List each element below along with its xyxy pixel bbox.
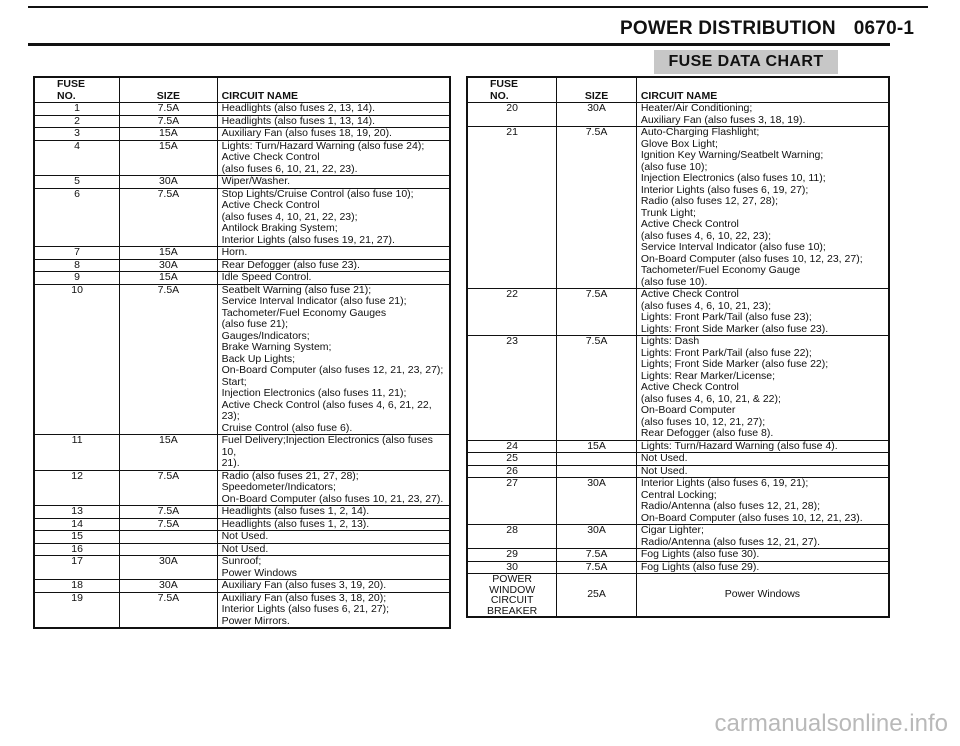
fuse-size [120, 543, 217, 556]
fuse-row [34, 543, 450, 556]
circuit-name: Not Used. [217, 531, 450, 544]
fuse-number: 22 [467, 289, 557, 336]
circuit-name: Fuel Delivery;Injection Electronics (also fuses 10, 21). [217, 435, 450, 471]
column-header-size-right: SIZE [557, 77, 637, 103]
fuse-size: 7.5A [557, 289, 637, 336]
fuse-row [34, 470, 450, 506]
circuit-name: Headlights (also fuses 2, 13, 14). [217, 103, 450, 116]
circuit-name: Radio (also fuses 21, 27, 28); Speedometer/Indicators; On-Board Computer (also fuses 10, 21, 23, 27). [217, 470, 450, 506]
header-rule [28, 43, 890, 46]
fuse-size: 7.5A [120, 284, 217, 435]
column-header-fuse-no-right: FUSE NO. [467, 77, 557, 103]
circuit-name: Not Used. [217, 543, 450, 556]
header-code: 0670-1 [853, 18, 915, 39]
circuit-name: Heater/Air Conditioning; Auxiliary Fan (also fuses 3, 18, 19). [636, 103, 889, 127]
right-rows [467, 103, 889, 574]
circuit-breaker-circuit: Power Windows [636, 574, 889, 618]
left-rows [34, 103, 450, 629]
circuit-name: Not Used. [636, 465, 889, 478]
page-header [620, 18, 914, 40]
circuit-name: Cigar Lighter; Radio/Antenna (also fuses 12, 21, 27). [636, 525, 889, 549]
circuit-name: Lights: Turn/Hazard Warning (also fuse 4). [636, 440, 889, 453]
fuse-number: 9 [34, 272, 120, 285]
fuse-number: 6 [34, 188, 120, 247]
circuit-name: Headlights (also fuses 1, 2, 13). [217, 518, 450, 531]
circuit-name: Auto-Charging Flashlight; Glove Box Light; Ignition Key Warning/Seatbelt Warning; (also fuse 10); Injection Electronics (also fuses 10, 11); Interior Lights (also fuses 6, 19, 27); Radio (also fuses 12, 27, 28); Trunk Light; Active Check Control (also fuses 4, 6, 10, 22, 23); Service Interval Indicator (also fuse 10); On-Board Computer (also fuses 10, 12, 23, 27); Tachometer/Fuel Economy Gauge (also fuse 10). [636, 127, 889, 289]
fuse-row [34, 103, 450, 116]
fuse-size: 15A [120, 272, 217, 285]
fuse-row [34, 247, 450, 260]
fuse-row [467, 127, 889, 289]
fuse-row [34, 506, 450, 519]
circuit-name: Not Used. [636, 453, 889, 466]
fuse-size: 7.5A [120, 470, 217, 506]
circuit-name: Sunroof; Power Windows [217, 556, 450, 580]
fuse-row [467, 440, 889, 453]
circuit-name: Auxiliary Fan (also fuses 18, 19, 20). [217, 128, 450, 141]
fuse-row [34, 592, 450, 628]
fuse-row [34, 435, 450, 471]
header-title: POWER DISTRIBUTION [620, 18, 836, 39]
fuse-size: 7.5A [120, 592, 217, 628]
fuse-number: 26 [467, 465, 557, 478]
circuit-name: Wiper/Washer. [217, 176, 450, 189]
fuse-number: 8 [34, 259, 120, 272]
fuse-number: 4 [34, 140, 120, 176]
fuse-size: 30A [120, 556, 217, 580]
circuit-name: Idle Speed Control. [217, 272, 450, 285]
fuse-number: 14 [34, 518, 120, 531]
column-header-circuit: CIRCUIT NAME [217, 77, 450, 103]
circuit-name: Rear Defogger (also fuse 23). [217, 259, 450, 272]
circuit-name: Fog Lights (also fuse 30). [636, 549, 889, 562]
fuse-row [467, 525, 889, 549]
fuse-size: 15A [120, 247, 217, 260]
circuit-name: Seatbelt Warning (also fuse 21); Service Interval Indicator (also fuse 21); Tachometer/Fuel Economy Gauges (also fuse 21); Gauges/Indicators; Brake Warning System; Back Up Lights; On-Board Computer (also fuses 12, 21, 23, 27); Start; Injection Electronics (also fuses 11, 21); Active Check Control (also fuses 4, 6, 21, 22, 23); Cruise Control (also fuse 6). [217, 284, 450, 435]
fuse-row [34, 128, 450, 141]
fuse-number: 19 [34, 592, 120, 628]
fuse-size: 7.5A [557, 561, 637, 574]
watermark: carmanualsonline.info [714, 710, 948, 737]
circuit-name: Headlights (also fuses 1, 2, 14). [217, 506, 450, 519]
circuit-name: Headlights (also fuses 1, 13, 14). [217, 115, 450, 128]
fuse-size: 30A [557, 525, 637, 549]
fuse-size: 15A [120, 128, 217, 141]
circuit-name: Stop Lights/Cruise Control (also fuse 10); Active Check Control (also fuses 4, 10, 21, 22, 23); Antilock Braking System; Interior Lights (also fuses 19, 21, 27). [217, 188, 450, 247]
fuse-row [34, 580, 450, 593]
fuse-row [467, 465, 889, 478]
fuse-size: 7.5A [557, 336, 637, 441]
fuse-table-left [33, 76, 451, 629]
circuit-name: Auxiliary Fan (also fuses 3, 19, 20). [217, 580, 450, 593]
column-header-size: SIZE [120, 77, 217, 103]
fuse-size: 15A [120, 435, 217, 471]
fuse-size: 30A [120, 580, 217, 593]
fuse-size: 7.5A [557, 127, 637, 289]
circuit-name: Active Check Control (also fuses 4, 6, 10, 21, 23); Lights: Front Park/Tail (also fuse 23); Lights: Front Side Marker (also fuse 23). [636, 289, 889, 336]
column-header-fuse-no: FUSE NO. [34, 77, 120, 103]
fuse-size: 7.5A [120, 506, 217, 519]
fuse-number: 2 [34, 115, 120, 128]
fuse-row [34, 284, 450, 435]
fuse-number: 1 [34, 103, 120, 116]
fuse-row [467, 478, 889, 525]
fuse-number: 15 [34, 531, 120, 544]
fuse-row [467, 561, 889, 574]
circuit-name: Fog Lights (also fuse 29). [636, 561, 889, 574]
fuse-size: 7.5A [120, 115, 217, 128]
fuse-row [467, 549, 889, 562]
fuse-number: 29 [467, 549, 557, 562]
fuse-number: 18 [34, 580, 120, 593]
fuse-size: 15A [120, 140, 217, 176]
fuse-number: 3 [34, 128, 120, 141]
fuse-number: 17 [34, 556, 120, 580]
fuse-row [467, 336, 889, 441]
fuse-number: 5 [34, 176, 120, 189]
circuit-breaker-label: POWER WINDOW CIRCUIT BREAKER [467, 574, 557, 618]
fuse-row [34, 188, 450, 247]
fuse-row [34, 115, 450, 128]
fuse-row [34, 140, 450, 176]
fuse-size: 7.5A [120, 103, 217, 116]
fuse-number: 16 [34, 543, 120, 556]
circuit-breaker-size: 25A [557, 574, 637, 618]
fuse-row [34, 518, 450, 531]
fuse-size [120, 531, 217, 544]
fuse-size: 30A [120, 259, 217, 272]
fuse-number: 13 [34, 506, 120, 519]
fuse-size: 15A [557, 440, 637, 453]
fuse-number: 21 [467, 127, 557, 289]
circuit-name: Lights: Dash Lights: Front Park/Tail (also fuse 22); Lights; Front Side Marker (also fuse 22); Lights: Rear Marker/License; Active Check Control (also fuses 4, 6, 10, 21, & 22); On-Board Computer (also fuses 10, 12, 21, 27); Rear Defogger (also fuse 8). [636, 336, 889, 441]
circuit-name: Auxiliary Fan (also fuses 3, 18, 20); Interior Lights (also fuses 6, 21, 27); Power Mirrors. [217, 592, 450, 628]
fuse-size [557, 453, 637, 466]
fuse-row [467, 103, 889, 127]
fuse-number: 7 [34, 247, 120, 260]
fuse-number: 25 [467, 453, 557, 466]
fuse-number: 24 [467, 440, 557, 453]
fuse-size: 30A [557, 478, 637, 525]
circuit-breaker-row [467, 574, 889, 618]
circuit-name: Horn. [217, 247, 450, 260]
circuit-name: Lights: Turn/Hazard Warning (also fuse 24); Active Check Control (also fuses 6, 10, 21, 22, 23). [217, 140, 450, 176]
fuse-table-right [466, 76, 890, 618]
fuse-row [34, 531, 450, 544]
fuse-row [34, 556, 450, 580]
top-rule [28, 6, 928, 8]
fuse-number: 27 [467, 478, 557, 525]
fuse-number: 23 [467, 336, 557, 441]
circuit-name: Interior Lights (also fuses 6, 19, 21); Central Locking; Radio/Antenna (also fuses 12, 21, 28); On-Board Computer (also fuses 10, 12, 21, 23). [636, 478, 889, 525]
fuse-number: 20 [467, 103, 557, 127]
fuse-row [34, 176, 450, 189]
fuse-size: 30A [120, 176, 217, 189]
fuse-number: 30 [467, 561, 557, 574]
fuse-number: 11 [34, 435, 120, 471]
fuse-size: 30A [557, 103, 637, 127]
column-header-circuit-right: CIRCUIT NAME [636, 77, 889, 103]
fuse-number: 12 [34, 470, 120, 506]
fuse-number: 10 [34, 284, 120, 435]
fuse-size [557, 465, 637, 478]
fuse-row [34, 272, 450, 285]
fuse-number: 28 [467, 525, 557, 549]
fuse-row [467, 289, 889, 336]
fuse-size: 7.5A [557, 549, 637, 562]
fuse-size: 7.5A [120, 518, 217, 531]
fuse-row [467, 453, 889, 466]
fuse-size: 7.5A [120, 188, 217, 247]
fuse-data-chart-badge: FUSE DATA CHART [654, 50, 838, 74]
fuse-row [34, 259, 450, 272]
